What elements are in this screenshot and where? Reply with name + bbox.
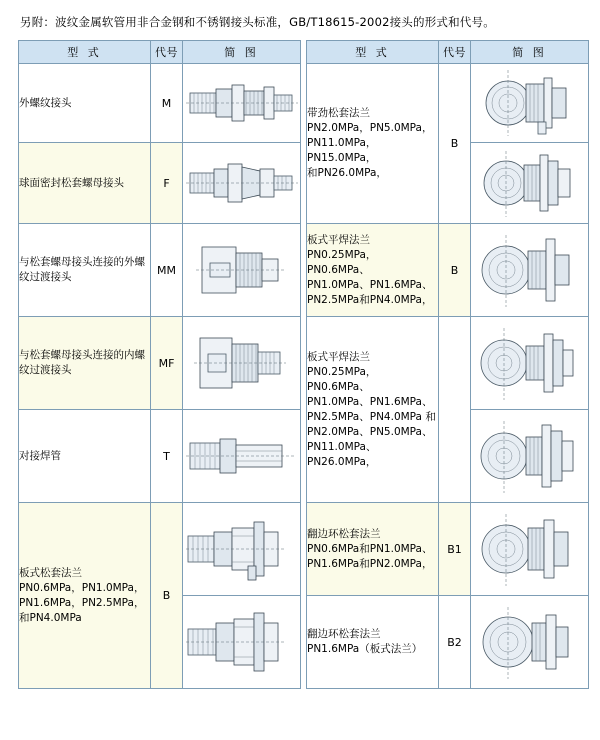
left-figure-4-internal-thread-adapter <box>183 317 301 410</box>
column-gap <box>301 143 307 224</box>
right-type-1: 带劲松套法兰 PN2.0MPa，PN5.0MPa， PN11.0MPa，PN15.0MPa， 和PN26.0MPa， <box>307 64 439 224</box>
internal-thread-adapter-icon <box>186 326 298 400</box>
left-code-3: MM <box>151 224 183 317</box>
table-row <box>19 224 589 317</box>
header-figure-right: 简 图 <box>471 41 589 64</box>
right-code-1: B <box>439 64 471 224</box>
left-code-5: T <box>151 410 183 503</box>
left-type-1: 外螺纹接头 <box>19 64 151 143</box>
header-type-left: 型 式 <box>19 41 151 64</box>
right-figure-5-flanged-ring-lap-joint-plate <box>471 596 589 689</box>
table-row <box>19 503 589 596</box>
table-header <box>19 41 589 64</box>
left-figure-2-spherical-seal-union-nut-fitting <box>183 143 301 224</box>
plate-lap-joint-flange-icon <box>186 508 298 590</box>
right-code-2: B <box>439 224 471 317</box>
page-caption: 另附：波纹金属软管用非合金钢和不锈钢接头标准，GB/T18615-2002接头的形式和代号。 <box>20 15 495 29</box>
header-code-left: 代号 <box>151 41 183 64</box>
ribbed-lap-joint-flange-icon-2 <box>474 147 586 219</box>
right-type-3: 板式平焊法兰 PN0.25MPa，PN0.6MPa、 PN1.0MPa、PN1.6MPa、 PN2.5MPa、PN4.0MPa 和 PN2.0MPa、PN5.0MPa、 PN11.0MPa、PN26.0MPa， <box>307 317 439 503</box>
table-row <box>19 410 589 503</box>
left-type-3: 与松套螺母接头连接的外螺纹过渡接头 <box>19 224 151 317</box>
right-code-4: B1 <box>439 503 471 596</box>
left-type-4: 与松套螺母接头连接的内螺纹过渡接头 <box>19 317 151 410</box>
butt-weld-pipe-icon <box>186 421 298 491</box>
plate-flat-welding-flange-icon <box>474 229 586 311</box>
left-figure-6b-plate-lap-joint-flange <box>183 596 301 689</box>
right-figure-2-plate-flat-welding-flange <box>471 224 589 317</box>
column-gap <box>301 410 307 503</box>
right-figure-3b-plate-flat-welding-flange-hp <box>471 410 589 503</box>
header-figure-left: 简 图 <box>183 41 301 64</box>
left-code-6: B <box>151 503 183 689</box>
left-type-5: 对接焊管 <box>19 410 151 503</box>
plate-flat-welding-flange-hp-icon-2 <box>474 415 586 497</box>
fitting-types-table <box>18 40 589 689</box>
header-code-right: 代号 <box>439 41 471 64</box>
right-figure-1b-ribbed-lap-joint-flange <box>471 143 589 224</box>
flanged-ring-lap-joint-icon <box>474 508 586 590</box>
left-type-2: 球面密封松套螺母接头 <box>19 143 151 224</box>
right-type-4: 翻边环松套法兰 PN0.6MPa和PN1.0MPa、 PN1.6MPa和PN2.0MPa， <box>307 503 439 596</box>
left-code-2: F <box>151 143 183 224</box>
left-figure-5-butt-weld-pipe <box>183 410 301 503</box>
table-row <box>19 317 589 410</box>
plate-lap-joint-flange-icon-2 <box>186 601 298 683</box>
right-figure-1a-ribbed-lap-joint-flange <box>471 64 589 143</box>
male-thread-fitting-icon <box>186 71 298 135</box>
left-figure-6a-plate-lap-joint-flange <box>183 503 301 596</box>
left-code-1: M <box>151 64 183 143</box>
left-figure-3-external-thread-adapter <box>183 224 301 317</box>
table-row <box>19 64 589 143</box>
external-thread-adapter-icon <box>186 233 298 307</box>
left-code-4: MF <box>151 317 183 410</box>
right-type-5: 翻边环松套法兰 PN1.6MPa（板式法兰） <box>307 596 439 689</box>
right-figure-3a-plate-flat-welding-flange-hp <box>471 317 589 410</box>
flanged-ring-lap-joint-plate-icon <box>474 601 586 683</box>
header-type-right: 型 式 <box>307 41 439 64</box>
left-type-6: 板式松套法兰 PN0.6MPa，PN1.0MPa， PN1.6MPa，PN2.5MPa， 和PN4.0MPa <box>19 503 151 689</box>
spherical-seal-union-nut-icon <box>186 151 298 215</box>
right-code-3 <box>439 317 471 503</box>
table-row <box>19 143 589 224</box>
right-type-2: 板式平焊法兰 PN0.25MPa，PN0.6MPa、 PN1.0MPa、PN1.6MPa、 PN2.5MPa和PN4.0MPa， <box>307 224 439 317</box>
plate-flat-welding-flange-hp-icon <box>474 322 586 404</box>
ribbed-lap-joint-flange-icon <box>474 68 586 138</box>
right-figure-4-flanged-ring-lap-joint <box>471 503 589 596</box>
left-figure-1-male-thread-fitting <box>183 64 301 143</box>
right-code-5: B2 <box>439 596 471 689</box>
